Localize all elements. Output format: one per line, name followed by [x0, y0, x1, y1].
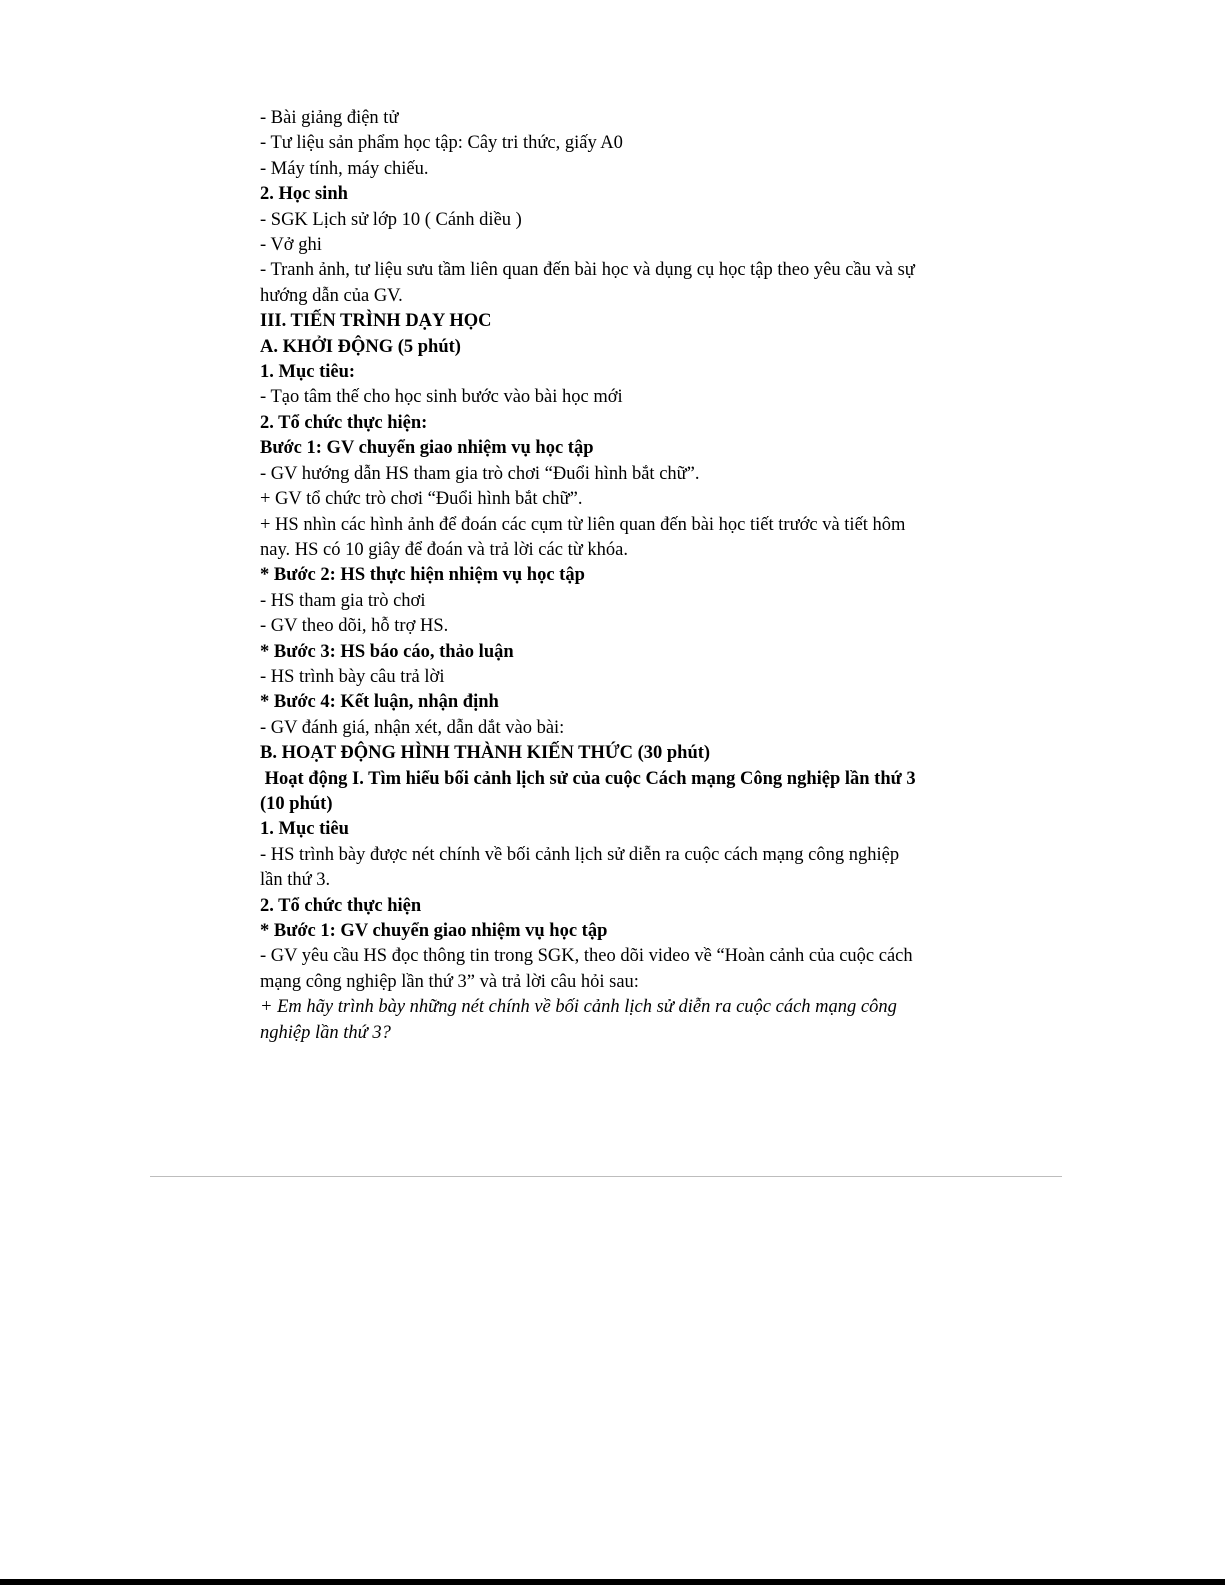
text-line: - HS tham gia trò chơi: [260, 590, 426, 611]
text-line: - HS trình bày được nét chính về bối cảnh lịch sử diễn ra cuộc cách mạng công nghiệp: [260, 844, 900, 865]
section-heading: 1. Mục tiêu: [260, 819, 349, 840]
activity-heading: (10 phút): [260, 793, 333, 814]
text-line: - GV yêu cầu HS đọc thông tin trong SGK, theo dõi video về “Hoàn cảnh của cuộc cách: [260, 946, 913, 967]
text-line: - SGK Lịch sử lớp 10 ( Cánh diều ): [260, 209, 522, 230]
step-heading: * Bước 3: HS báo cáo, thảo luận: [260, 641, 514, 662]
page-divider: [150, 1176, 1062, 1177]
text-line: - Tranh ảnh, tư liệu sưu tầm liên quan đến bài học và dụng cụ học tập theo yêu cầu và sự: [260, 260, 915, 281]
section-heading: 2. Học sinh: [260, 184, 348, 205]
step-heading: * Bước 4: Kết luận, nhận định: [260, 692, 499, 713]
text-line: - GV đánh giá, nhận xét, dẫn dắt vào bài:: [260, 717, 565, 738]
text-line: - Tư liệu sản phẩm học tập: Cây tri thức, giấy A0: [260, 133, 623, 154]
activity-heading: Hoạt động I. Tìm hiểu bối cảnh lịch sử của cuộc Cách mạng Công nghiệp lần thứ 3: [260, 768, 916, 789]
text-line: nay. HS có 10 giây để đoán và trả lời các từ khóa.: [260, 539, 628, 560]
text-line: + HS nhìn các hình ảnh để đoán các cụm từ liên quan đến bài học tiết trước và tiết hôm: [260, 514, 906, 535]
section-heading: 2. Tổ chức thực hiện:: [260, 412, 428, 433]
section-heading: 1. Mục tiêu:: [260, 362, 356, 383]
step-heading: * Bước 2: HS thực hiện nhiệm vụ học tập: [260, 565, 585, 586]
section-heading: A. KHỞI ĐỘNG (5 phút): [260, 336, 461, 357]
step-heading: * Bước 1: GV chuyển giao nhiệm vụ học tập: [260, 921, 608, 941]
section-heading: III. TIẾN TRÌNH DẠY HỌC: [260, 311, 492, 332]
text-line: - Máy tính, máy chiếu.: [260, 158, 429, 179]
text-line: - GV theo dõi, hỗ trợ HS.: [260, 616, 449, 637]
text-line: mạng công nghiệp lần thứ 3” và trả lời câu hỏi sau:: [260, 971, 639, 992]
text-line: + GV tổ chức trò chơi “Đuổi hình bắt chữ”.: [260, 489, 583, 510]
text-line: lần thứ 3.: [260, 870, 331, 891]
step-heading: Bước 1: GV chuyển giao nhiệm vụ học tập: [260, 438, 594, 459]
question-line: nghiệp lần thứ 3?: [260, 1022, 391, 1043]
section-heading: 2. Tổ chức thực hiện: [260, 895, 422, 916]
document-body: [260, 106, 970, 1046]
bottom-edge-bar: [0, 1579, 1225, 1585]
section-heading: B. HOẠT ĐỘNG HÌNH THÀNH KIẾN THỨC (30 phút): [260, 743, 711, 764]
question-line: + Em hãy trình bày những nét chính về bối cảnh lịch sử diễn ra cuộc cách mạng công: [260, 997, 897, 1018]
text-line: - Vở ghi: [260, 235, 322, 256]
text-line: - Bài giảng điện tử: [260, 108, 399, 128]
text-line: - Tạo tâm thế cho học sinh bước vào bài học mới: [260, 387, 623, 408]
text-line: - GV hướng dẫn HS tham gia trò chơi “Đuổi hình bắt chữ”.: [260, 463, 700, 484]
text-line: - HS trình bày câu trả lời: [260, 666, 445, 687]
text-line: hướng dẫn của GV.: [260, 285, 403, 306]
